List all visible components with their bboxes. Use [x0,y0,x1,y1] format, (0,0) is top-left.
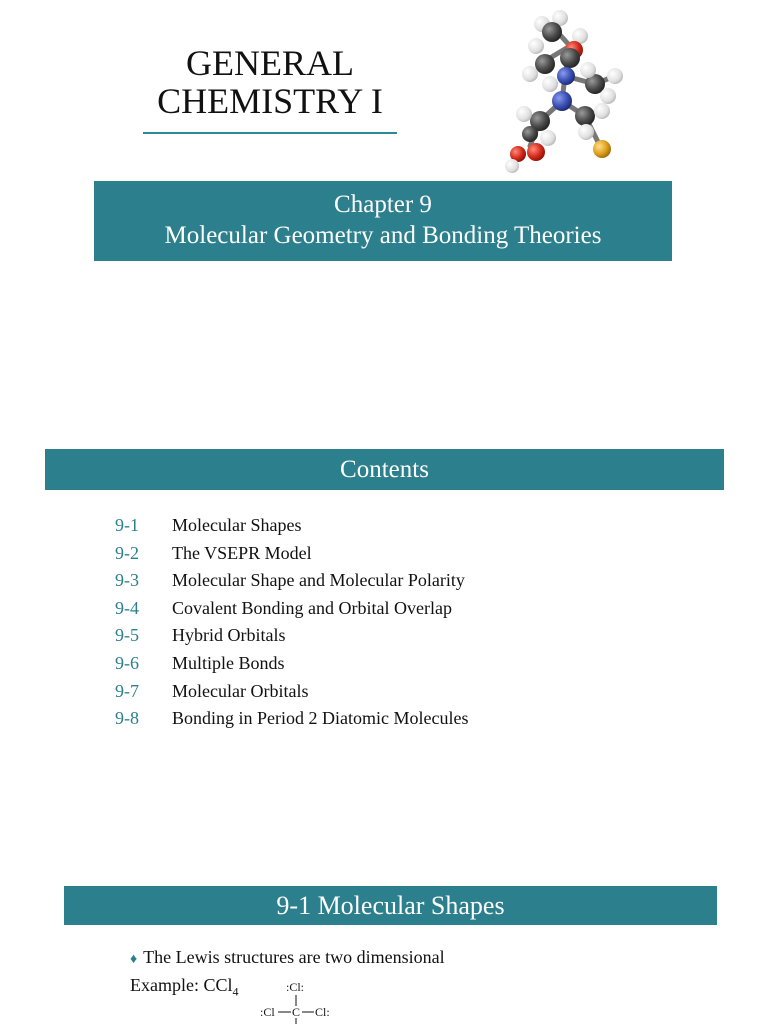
course-title-line1: GENERAL [186,43,354,83]
lewis-top-atom: :Cl: [286,980,305,994]
toc-item-number: 9-2 [115,542,139,563]
section-heading: 9-1 Molecular Shapes [276,891,505,920]
example-subscript: 4 [232,984,239,999]
bullet-point [130,945,445,972]
lewis-structure-diagram [258,976,338,1024]
toc-item-title: Molecular Shape and Molecular Polarity [172,570,465,591]
table-of-contents [115,512,468,733]
toc-item-title: Covalent Bonding and Orbital Overlap [172,597,452,618]
title-underline [143,132,397,134]
toc-item [115,650,468,678]
toc-item-title: Bonding in Period 2 Diatomic Molecules [172,708,469,729]
toc-item-number: 9-3 [115,570,139,591]
toc-item-title: The VSEPR Model [172,542,312,563]
toc-item-number: 9-8 [115,708,139,729]
toc-item-title: Hybrid Orbitals [172,625,286,646]
lewis-right-atom: Cl: [315,1005,330,1019]
lewis-center-atom: C [292,1005,301,1019]
toc-item [115,595,468,623]
toc-item [115,512,468,540]
toc-item [115,678,468,706]
toc-item [115,705,468,733]
toc-item [115,540,468,568]
toc-item-number: 9-4 [115,597,139,618]
contents-heading: Contents [340,456,429,483]
toc-item [115,567,468,595]
course-title-line2: CHEMISTRY I [157,81,383,121]
toc-item-title: Molecular Shapes [172,515,302,535]
example-label: Example: CCl [130,975,233,995]
contents-banner [45,449,724,490]
toc-item-number: 9-6 [115,652,139,673]
toc-item-title: Multiple Bonds [172,652,285,673]
chapter-number: Chapter 9 [334,191,432,218]
bullet-text: The Lewis structures are two dimensional [143,947,445,967]
chapter-banner [94,181,672,261]
toc-item-number: 9-5 [115,625,139,646]
toc-item-number: 9-7 [115,680,139,701]
diamond-bullet-icon: ♦ [130,952,138,967]
toc-item-number: 9-1 [115,515,139,535]
lewis-left-atom: :Cl [260,1005,275,1019]
example-line [130,973,239,1004]
section-banner [64,886,717,925]
chapter-title: Molecular Geometry and Bonding Theories [164,222,602,249]
toc-item [115,622,468,650]
course-title [140,44,400,120]
toc-item-title: Molecular Orbitals [172,680,309,701]
molecule-ball-and-stick-icon [490,6,650,176]
